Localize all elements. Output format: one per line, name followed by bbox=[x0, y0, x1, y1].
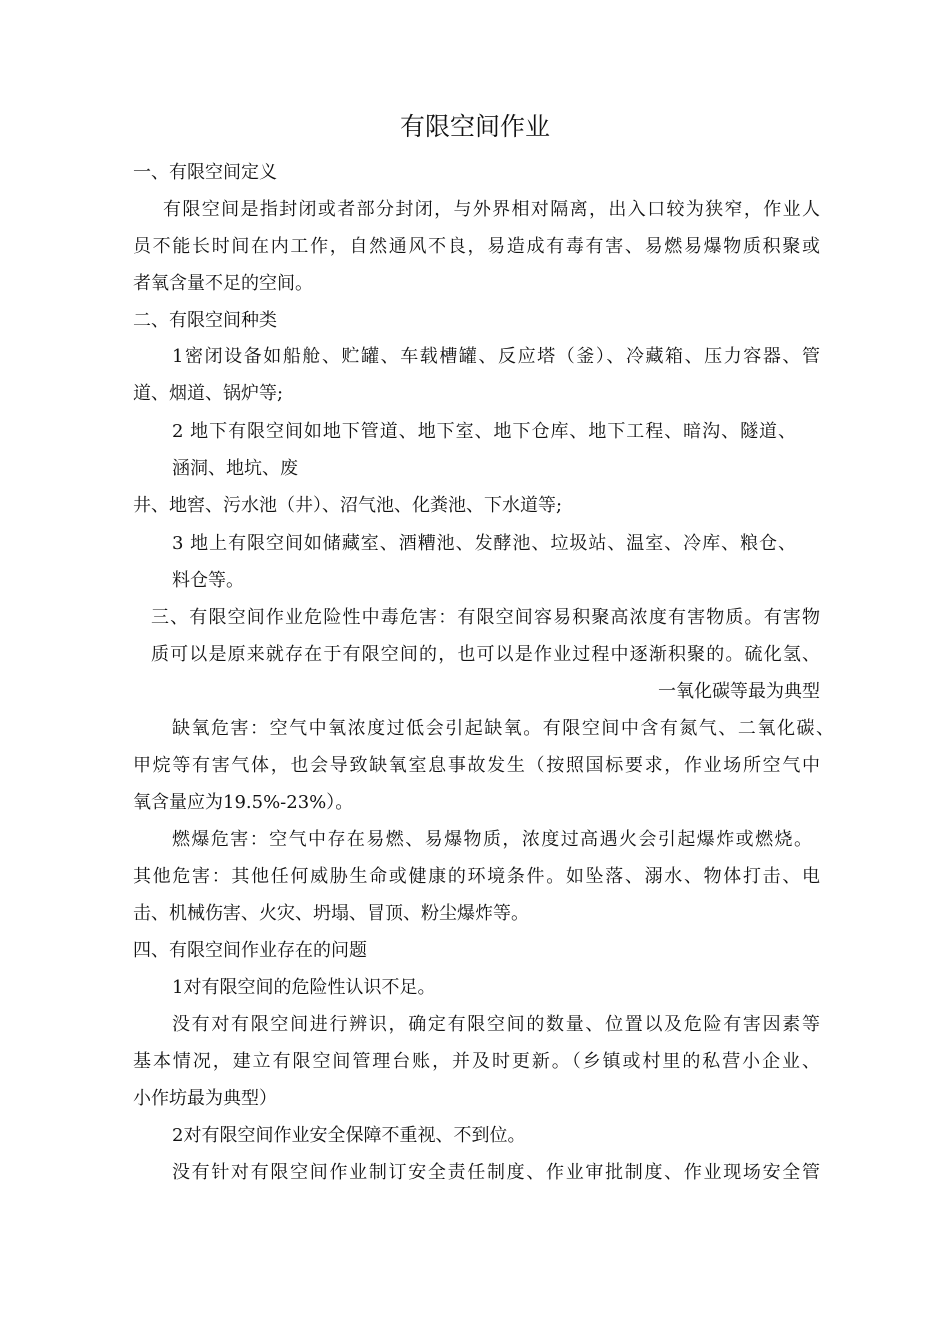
section-heading-2: 二、有限空间种类 bbox=[133, 310, 277, 331]
paragraph-line: 其他危害：其他任何威胁生命或健康的环境条件。如坠落、溺水、物体打击、电 bbox=[133, 866, 820, 887]
paragraph-line: 质可以是原来就存在于有限空间的，也可以是作业过程中逐渐积聚的。硫化氢、 bbox=[151, 644, 820, 665]
paragraph-line: 缺氧危害：空气中氧浓度过低会引起缺氧。有限空间中含有氮气、二氧化碳、 bbox=[172, 718, 834, 739]
paragraph-line: 道、烟道、锅炉等; bbox=[133, 383, 284, 404]
list-item: 2 地下有限空间如地下管道、地下室、地下仓库、地下工程、暗沟、隧道、 bbox=[172, 421, 796, 442]
paragraph-line: 涵洞、地坑、废 bbox=[172, 458, 298, 479]
paragraph-line: 击、机械伤害、火灾、坍塌、冒顶、粉尘爆炸等。 bbox=[133, 903, 529, 924]
paragraph-line: 基本情况，建立有限空间管理台账，并及时更新。（乡镇或村里的私营小企业、 bbox=[133, 1051, 820, 1072]
paragraph-line: 有限空间是指封闭或者部分封闭，与外界相对隔离，出入口较为狭窄，作业人 bbox=[163, 199, 820, 220]
list-item: 1对有限空间的危险性认识不足。 bbox=[172, 977, 436, 998]
paragraph-line: 者氧含量不足的空间。 bbox=[133, 273, 313, 294]
page-title: 有限空间作业 bbox=[399, 112, 550, 141]
paragraph-line: 井、地窖、污水池（井）、沼气池、化粪池、下水道等; bbox=[133, 495, 563, 516]
list-item: 1密闭设备如船舱、贮罐、车载槽罐、反应塔（釜）、冷藏箱、压力容器、管 bbox=[172, 346, 820, 367]
paragraph-line: 料仓等。 bbox=[172, 570, 244, 591]
paragraph-line: 燃爆危害：空气中存在易燃、易爆物质，浓度过高遇火会引起爆炸或燃烧。 bbox=[172, 829, 812, 850]
paragraph-line: 甲烷等有害气体，也会导致缺氧室息事故发生（按照国标要求，作业场所空气中 bbox=[133, 755, 820, 776]
paragraph-line: 没有对有限空间进行辨识，确定有限空间的数量、位置以及危险有害因素等 bbox=[172, 1014, 820, 1035]
list-item: 2对有限空间作业安全保障不重视、不到位。 bbox=[172, 1125, 526, 1146]
section-heading-3: 三、有限空间作业危险性中毒危害：有限空间容易积聚高浓度有害物质。有害物 bbox=[151, 607, 820, 628]
paragraph-line: 员不能长时间在内工作，自然通风不良，易造成有毒有害、易燃易爆物质积聚或 bbox=[133, 236, 820, 257]
paragraph-line: 氧含量应为19.5%-23%）。 bbox=[133, 792, 354, 813]
paragraph-line: 没有针对有限空间作业制订安全责任制度、作业审批制度、作业现场安全管 bbox=[172, 1162, 820, 1183]
section-heading-4: 四、有限空间作业存在的问题 bbox=[133, 940, 367, 961]
section-heading-1: 一、有限空间定义 bbox=[133, 162, 277, 183]
paragraph-line: 小作坊最为典型） bbox=[133, 1088, 277, 1109]
paragraph-line: 一氧化碳等最为典型 bbox=[658, 681, 820, 702]
list-item: 3 地上有限空间如储藏室、酒糟池、发酵池、垃圾站、温室、冷库、粮仓、 bbox=[172, 533, 796, 554]
